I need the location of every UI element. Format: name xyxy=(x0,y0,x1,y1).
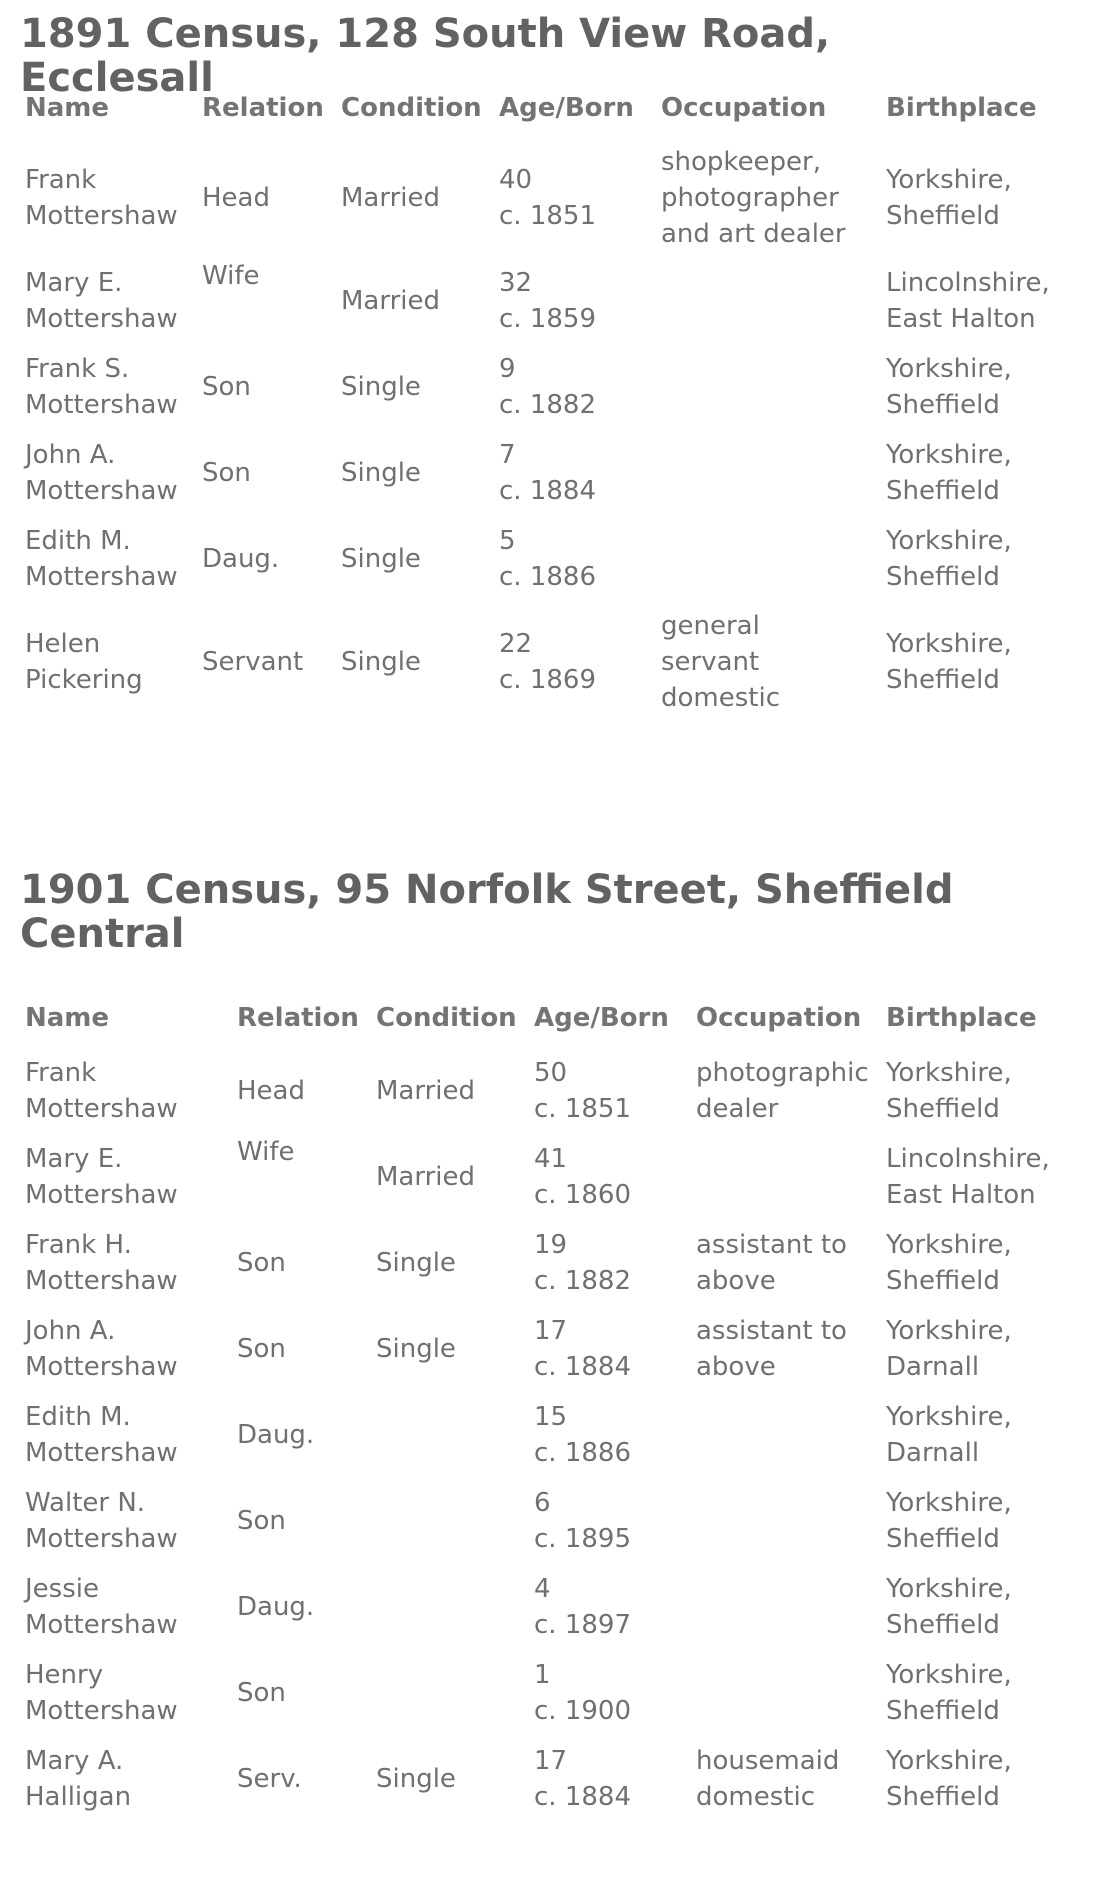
relation-cell xyxy=(237,1048,376,1134)
birthplace-cell xyxy=(886,1650,1086,1736)
birthplace-cell xyxy=(886,1392,1086,1478)
table-row xyxy=(25,430,1086,516)
relation-cell xyxy=(237,1564,376,1650)
condition-text: Single xyxy=(376,1334,456,1364)
birthplace-line: East Halton xyxy=(886,1180,1036,1210)
age-text: 22 xyxy=(499,629,533,659)
occupation-cell xyxy=(661,516,886,602)
birthplace-line: East Halton xyxy=(886,304,1036,334)
age-born-cell xyxy=(499,138,661,258)
birthplace-cell xyxy=(886,258,1086,344)
relation-text: Head xyxy=(237,1076,305,1106)
birthplace-line: Sheffield xyxy=(886,1696,1000,1726)
age-born-cell xyxy=(534,1220,696,1306)
occupation-line: assistant to xyxy=(696,1316,847,1346)
header-age-born: Age/Born xyxy=(499,93,634,123)
table-row xyxy=(25,1478,1086,1564)
born-text: c. 1897 xyxy=(534,1610,631,1640)
occupation-cell xyxy=(696,1736,886,1822)
relation-text: Wife xyxy=(202,261,260,291)
born-text: c. 1851 xyxy=(499,201,596,231)
condition-text: Single xyxy=(341,647,421,677)
birthplace-line: Sheffield xyxy=(886,1094,1000,1124)
birthplace-cell xyxy=(886,1048,1086,1134)
name-line: Mottershaw xyxy=(25,201,178,231)
name-cell xyxy=(25,1306,237,1392)
born-text: c. 1900 xyxy=(534,1696,631,1726)
age-born-cell xyxy=(499,602,661,722)
relation-cell xyxy=(202,138,341,258)
birthplace-line: Darnall xyxy=(886,1438,980,1468)
condition-cell xyxy=(341,138,499,258)
relation-text: Daug. xyxy=(237,1592,315,1622)
birthplace-cell xyxy=(886,1478,1086,1564)
table-row xyxy=(25,1048,1086,1134)
born-text: c. 1886 xyxy=(534,1438,631,1468)
name-line: Henry xyxy=(25,1660,104,1690)
condition-text: Single xyxy=(341,372,421,402)
age-text: 19 xyxy=(534,1230,568,1260)
relation-text: Son xyxy=(237,1248,286,1278)
table-row xyxy=(25,258,1086,344)
born-text: c. 1860 xyxy=(534,1180,631,1210)
name-cell xyxy=(25,1220,237,1306)
name-line: Frank xyxy=(25,165,97,195)
age-born-cell xyxy=(499,258,661,344)
born-text: c. 1884 xyxy=(534,1352,631,1382)
occupation-line: assistant to xyxy=(696,1230,847,1260)
born-text: c. 1859 xyxy=(499,304,596,334)
occupation-cell xyxy=(696,1650,886,1736)
table-row xyxy=(25,1650,1086,1736)
name-line: Frank S. xyxy=(25,354,130,384)
table-header-row xyxy=(25,90,1086,138)
name-line: Mary A. xyxy=(25,1746,124,1776)
condition-text: Married xyxy=(341,183,441,213)
header-occupation: Occupation xyxy=(661,93,827,123)
relation-cell xyxy=(237,1478,376,1564)
name-line: Edith M. xyxy=(25,526,131,556)
condition-text: Married xyxy=(376,1162,476,1192)
census-1891-section xyxy=(0,0,1117,713)
age-text: 4 xyxy=(534,1574,551,1604)
name-line: Mottershaw xyxy=(25,1696,178,1726)
age-born-cell xyxy=(534,1134,696,1220)
occupation-line: photographer xyxy=(661,183,839,213)
occupation-line: dealer xyxy=(696,1094,779,1124)
birthplace-line: Yorkshire, xyxy=(886,1230,1012,1260)
name-cell xyxy=(25,138,202,258)
header-name: Name xyxy=(25,1003,110,1033)
name-line: Mottershaw xyxy=(25,1610,178,1640)
age-text: 32 xyxy=(499,268,533,298)
age-born-cell xyxy=(499,430,661,516)
relation-cell xyxy=(202,430,341,516)
birthplace-cell xyxy=(886,1134,1086,1220)
name-line: Walter N. xyxy=(25,1488,146,1518)
occupation-cell xyxy=(661,138,886,258)
occupation-line: photographic xyxy=(696,1058,869,1088)
birthplace-line: Yorkshire, xyxy=(886,1058,1012,1088)
name-line: Edith M. xyxy=(25,1402,131,1432)
header-relation: Relation xyxy=(237,1003,359,1033)
table-row xyxy=(25,1736,1086,1822)
condition-cell xyxy=(376,1220,534,1306)
condition-cell xyxy=(376,1306,534,1392)
birthplace-cell xyxy=(886,138,1086,258)
table-row xyxy=(25,138,1086,258)
birthplace-line: Darnall xyxy=(886,1352,980,1382)
birthplace-cell xyxy=(886,344,1086,430)
header-relation: Relation xyxy=(202,93,324,123)
occupation-line: and art dealer xyxy=(661,219,846,249)
name-line: Frank xyxy=(25,1058,97,1088)
birthplace-cell xyxy=(886,1564,1086,1650)
birthplace-cell xyxy=(886,516,1086,602)
occupation-line: servant xyxy=(661,647,760,677)
name-line: Halligan xyxy=(25,1782,132,1812)
relation-cell xyxy=(237,1392,376,1478)
name-cell xyxy=(25,1134,237,1220)
census-1901-table xyxy=(25,1000,1086,1822)
name-cell xyxy=(25,1564,237,1650)
name-cell xyxy=(25,344,202,430)
age-text: 40 xyxy=(499,165,533,195)
census-1891-table xyxy=(25,90,1086,722)
age-text: 15 xyxy=(534,1402,568,1432)
table-row xyxy=(25,516,1086,602)
name-line: Mottershaw xyxy=(25,562,178,592)
birthplace-line: Yorkshire, xyxy=(886,1574,1012,1604)
name-line: Frank H. xyxy=(25,1230,132,1260)
relation-text: Son xyxy=(237,1678,286,1708)
condition-cell xyxy=(376,1564,534,1650)
relation-text: Servant xyxy=(202,647,304,677)
born-text: c. 1895 xyxy=(534,1524,631,1554)
header-occupation: Occupation xyxy=(696,1003,862,1033)
relation-cell xyxy=(202,516,341,602)
name-cell xyxy=(25,1048,237,1134)
relation-cell xyxy=(202,344,341,430)
header-name: Name xyxy=(25,93,110,123)
birthplace-line: Sheffield xyxy=(886,390,1000,420)
age-text: 6 xyxy=(534,1488,551,1518)
condition-cell xyxy=(341,258,499,344)
occupation-line: domestic xyxy=(696,1782,815,1812)
birthplace-line: Sheffield xyxy=(886,1524,1000,1554)
birthplace-line: Lincolnshire, xyxy=(886,1144,1050,1174)
age-text: 50 xyxy=(534,1058,568,1088)
occupation-cell xyxy=(661,344,886,430)
condition-cell xyxy=(376,1392,534,1478)
age-text: 5 xyxy=(499,526,516,556)
born-text: c. 1882 xyxy=(534,1266,631,1296)
table-row xyxy=(25,602,1086,722)
header-birthplace: Birthplace xyxy=(886,1003,1037,1033)
relation-text: Son xyxy=(202,372,251,402)
age-born-cell xyxy=(534,1478,696,1564)
occupation-cell xyxy=(696,1392,886,1478)
birthplace-line: Sheffield xyxy=(886,1782,1000,1812)
birthplace-line: Sheffield xyxy=(886,1266,1000,1296)
age-text: 1 xyxy=(534,1660,551,1690)
occupation-cell xyxy=(696,1478,886,1564)
name-line: Mottershaw xyxy=(25,1180,178,1210)
relation-text: Serv. xyxy=(237,1764,302,1794)
born-text: c. 1869 xyxy=(499,665,596,695)
born-text: c. 1884 xyxy=(534,1782,631,1812)
condition-cell xyxy=(376,1650,534,1736)
age-text: 9 xyxy=(499,354,516,384)
relation-cell xyxy=(202,602,341,722)
name-line: Mary E. xyxy=(25,1144,123,1174)
occupation-cell xyxy=(696,1220,886,1306)
occupation-line: general xyxy=(661,611,760,641)
birthplace-line: Sheffield xyxy=(886,562,1000,592)
birthplace-line: Yorkshire, xyxy=(886,440,1012,470)
name-line: Mottershaw xyxy=(25,476,178,506)
birthplace-line: Yorkshire, xyxy=(886,354,1012,384)
relation-text: Daug. xyxy=(202,544,280,574)
name-line: Mary E. xyxy=(25,268,123,298)
name-line: John A. xyxy=(25,440,116,470)
condition-cell xyxy=(341,344,499,430)
relation-cell xyxy=(237,1736,376,1822)
birthplace-cell xyxy=(886,1306,1086,1392)
birthplace-line: Yorkshire, xyxy=(886,629,1012,659)
name-cell xyxy=(25,430,202,516)
name-line: Pickering xyxy=(25,665,143,695)
census-1891-title: 1891 Census, 128 South View Road, Ecclesall xyxy=(20,11,831,101)
name-cell xyxy=(25,516,202,602)
occupation-cell xyxy=(696,1306,886,1392)
birthplace-line: Yorkshire, xyxy=(886,526,1012,556)
name-line: John A. xyxy=(25,1316,116,1346)
relation-text: Son xyxy=(237,1334,286,1364)
name-line: Jessie xyxy=(25,1574,99,1604)
age-born-cell xyxy=(534,1392,696,1478)
age-born-cell xyxy=(534,1564,696,1650)
table-header-row xyxy=(25,1000,1086,1048)
name-cell xyxy=(25,1392,237,1478)
name-cell xyxy=(25,602,202,722)
age-text: 41 xyxy=(534,1144,568,1174)
condition-cell xyxy=(376,1478,534,1564)
age-born-cell xyxy=(534,1650,696,1736)
birthplace-cell xyxy=(886,430,1086,516)
relation-text: Daug. xyxy=(237,1420,315,1450)
born-text: c. 1884 xyxy=(499,476,596,506)
age-born-cell xyxy=(534,1306,696,1392)
name-line: Mottershaw xyxy=(25,1094,178,1124)
condition-cell xyxy=(341,430,499,516)
occupation-cell xyxy=(661,602,886,722)
age-born-cell xyxy=(499,344,661,430)
occupation-line: housemaid xyxy=(696,1746,840,1776)
birthplace-line: Sheffield xyxy=(886,201,1000,231)
relation-text: Wife xyxy=(237,1137,295,1167)
birthplace-line: Yorkshire, xyxy=(886,1660,1012,1690)
census-1901-title: 1901 Census, 95 Norfolk Street, Sheffield Central xyxy=(20,867,954,957)
birthplace-cell xyxy=(886,1736,1086,1822)
occupation-line: above xyxy=(696,1266,776,1296)
occupation-line: domestic xyxy=(661,683,780,713)
census-1901-section xyxy=(0,867,1117,1812)
name-line: Mottershaw xyxy=(25,390,178,420)
occupation-cell xyxy=(696,1134,886,1220)
header-condition: Condition xyxy=(376,1003,517,1033)
table-row xyxy=(25,1220,1086,1306)
occupation-cell xyxy=(696,1048,886,1134)
born-text: c. 1851 xyxy=(534,1094,631,1124)
condition-text: Single xyxy=(376,1764,456,1794)
table-row xyxy=(25,344,1086,430)
birthplace-line: Yorkshire, xyxy=(886,1316,1012,1346)
name-line: Helen xyxy=(25,629,101,659)
relation-text: Son xyxy=(202,458,251,488)
condition-text: Single xyxy=(341,544,421,574)
condition-cell xyxy=(341,602,499,722)
name-cell xyxy=(25,1650,237,1736)
condition-text: Single xyxy=(341,458,421,488)
relation-text: Head xyxy=(202,183,270,213)
relation-text: Son xyxy=(237,1506,286,1536)
relation-cell xyxy=(202,258,341,344)
age-born-cell xyxy=(534,1736,696,1822)
occupation-line: above xyxy=(696,1352,776,1382)
birthplace-line: Yorkshire, xyxy=(886,1746,1012,1776)
age-text: 17 xyxy=(534,1316,568,1346)
occupation-cell xyxy=(661,430,886,516)
age-born-cell xyxy=(534,1048,696,1134)
table-row xyxy=(25,1306,1086,1392)
born-text: c. 1882 xyxy=(499,390,596,420)
name-line: Mottershaw xyxy=(25,1266,178,1296)
occupation-line: shopkeeper, xyxy=(661,147,822,177)
header-birthplace: Birthplace xyxy=(886,93,1037,123)
name-line: Mottershaw xyxy=(25,304,178,334)
age-text: 17 xyxy=(534,1746,568,1776)
occupation-cell xyxy=(696,1564,886,1650)
condition-cell xyxy=(376,1736,534,1822)
birthplace-line: Sheffield xyxy=(886,1610,1000,1640)
name-cell xyxy=(25,258,202,344)
age-text: 7 xyxy=(499,440,516,470)
age-born-cell xyxy=(499,516,661,602)
born-text: c. 1886 xyxy=(499,562,596,592)
condition-cell xyxy=(376,1134,534,1220)
condition-cell xyxy=(341,516,499,602)
name-line: Mottershaw xyxy=(25,1438,178,1468)
birthplace-line: Lincolnshire, xyxy=(886,268,1050,298)
table-row xyxy=(25,1134,1086,1220)
name-cell xyxy=(25,1478,237,1564)
table-row xyxy=(25,1564,1086,1650)
header-age-born: Age/Born xyxy=(534,1003,669,1033)
condition-text: Married xyxy=(341,286,441,316)
name-line: Mottershaw xyxy=(25,1352,178,1382)
name-cell xyxy=(25,1736,237,1822)
birthplace-line: Sheffield xyxy=(886,665,1000,695)
header-condition: Condition xyxy=(341,93,482,123)
birthplace-cell xyxy=(886,1220,1086,1306)
birthplace-line: Yorkshire, xyxy=(886,1402,1012,1432)
occupation-cell xyxy=(661,258,886,344)
relation-cell xyxy=(237,1306,376,1392)
birthplace-line: Yorkshire, xyxy=(886,1488,1012,1518)
relation-cell xyxy=(237,1134,376,1220)
relation-cell xyxy=(237,1650,376,1736)
relation-cell xyxy=(237,1220,376,1306)
condition-cell xyxy=(376,1048,534,1134)
name-line: Mottershaw xyxy=(25,1524,178,1554)
birthplace-line: Sheffield xyxy=(886,476,1000,506)
birthplace-line: Yorkshire, xyxy=(886,165,1012,195)
condition-text: Married xyxy=(376,1076,476,1106)
birthplace-cell xyxy=(886,602,1086,722)
condition-text: Single xyxy=(376,1248,456,1278)
table-row xyxy=(25,1392,1086,1478)
